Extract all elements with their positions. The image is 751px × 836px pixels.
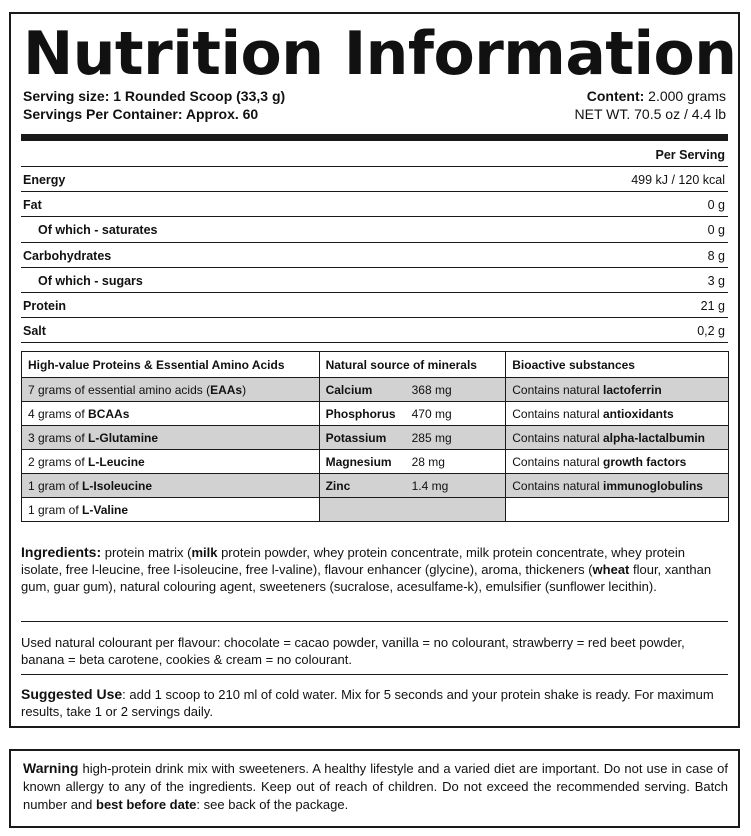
warning-label: Warning <box>23 760 79 776</box>
warning-part: : see back of the package. <box>196 797 349 812</box>
amino-cell <box>22 426 320 450</box>
mineral-name: Phosphorus <box>325 406 396 421</box>
mineral-name: Potassium <box>325 430 387 445</box>
divider <box>21 674 728 675</box>
bioactive-name: antioxidants <box>602 406 674 421</box>
bioactive-text: Contains natural <box>512 478 603 493</box>
mineral-cell <box>319 498 506 522</box>
mineral-cell <box>319 450 506 474</box>
nutrition-row <box>21 192 728 217</box>
serving-size: Serving size: 1 Rounded Scoop (33,3 g) <box>23 88 286 104</box>
nutrition-row <box>21 268 728 293</box>
nutrient-value: 8 g <box>707 248 725 263</box>
best-before-label: best before date <box>96 797 197 812</box>
amino-text: ) <box>242 382 247 397</box>
mineral-value: 470 mg <box>411 406 452 421</box>
warning-panel <box>9 749 740 828</box>
nutrient-label: Carbohydrates <box>23 248 112 263</box>
nutrition-panel <box>9 12 740 728</box>
nutrient-label: Salt <box>23 324 46 339</box>
nutrient-value: 499 kJ / 120 kcal <box>631 173 725 187</box>
bioactive-cell <box>506 402 729 426</box>
nutrition-row <box>21 318 728 343</box>
bioactive-cell <box>506 498 729 522</box>
colourant-text: Used natural colourant per flavour: chocolate = cacao powder, vanilla = no colourant, strawberry = red beet powder, banana = beta carotene, cookies & cream = no colourant. <box>21 635 685 667</box>
servings-per-container: Servings Per Container: Approx. 60 <box>23 106 259 122</box>
amino-text: 7 grams of essential amino acids ( <box>28 382 211 397</box>
amino-name: BCAAs <box>88 406 130 421</box>
bioactive-cell <box>506 450 729 474</box>
header-amino: High-value Proteins & Essential Amino Acids <box>22 352 320 378</box>
suggested-use-body: : add 1 scoop to 210 ml of cold water. Mix for 5 seconds and your protein shake is ready. For maximum results, take 1 or 2 servings daily. <box>21 687 714 719</box>
amino-cell <box>22 378 320 402</box>
amino-text: 3 grams of <box>28 430 89 445</box>
suggested-use-text <box>21 686 728 720</box>
nutrient-value: 0 g <box>707 198 725 213</box>
amino-cell <box>22 474 320 498</box>
bioactive-text: Contains natural <box>512 454 603 469</box>
nutrient-table-row <box>22 426 729 450</box>
header-bioactive: Bioactive substances <box>506 352 729 378</box>
bioactive-cell <box>506 378 729 402</box>
nutrient-label: Fat <box>23 198 42 213</box>
ingredients-part: protein matrix ( <box>101 545 192 560</box>
header-minerals: Natural source of minerals <box>319 352 506 378</box>
mineral-value: 28 mg <box>411 454 445 469</box>
per-serving-header: Per Serving <box>655 148 725 162</box>
nutrition-row <box>21 293 728 318</box>
content-label: Content: <box>586 88 645 104</box>
nutrient-label: Energy <box>23 173 66 187</box>
bioactive-text: Contains natural <box>512 406 603 421</box>
ingredients-part: protein powder, whey protein concentrate, milk protein concentrate, whey protein isolate, free l-leucine, free l-isoleucine, free l-valine), flavour enhancer (glycine), aroma, thickeners ( <box>21 545 685 577</box>
amino-text: 1 gram of <box>28 478 83 493</box>
nutrient-table-row <box>22 474 729 498</box>
amino-cell <box>22 450 320 474</box>
bioactive-name: lactoferrin <box>602 382 662 397</box>
mineral-cell <box>319 378 506 402</box>
nutrition-row <box>21 217 728 242</box>
warning-part: high-protein drink mix with sweeteners. A healthy lifestyle and a varied diet are important. Do not use in case of known allergy to any of the ingredients. Keep out of reach of children. Do not exceed the recommended serving. Batch number and <box>23 761 728 812</box>
nutrient-label: Of which - saturates <box>38 223 158 238</box>
mineral-value: 285 mg <box>411 430 452 445</box>
nutrient-table-row <box>22 498 729 522</box>
bioactive-cell <box>506 474 729 498</box>
allergen-milk: milk <box>191 545 218 560</box>
warning-text <box>23 759 728 814</box>
amino-name: EAAs <box>210 382 243 397</box>
nutrient-value: 21 g <box>700 299 725 313</box>
nutrient-table-row <box>22 450 729 474</box>
nutrient-table-row <box>22 402 729 426</box>
mineral-value: 1.4 mg <box>411 478 449 493</box>
bioactive-name: alpha-lactalbumin <box>602 430 706 445</box>
nutrition-row <box>21 243 728 268</box>
mineral-cell <box>319 474 506 498</box>
mineral-name: Zinc <box>325 478 351 493</box>
mineral-cell <box>319 402 506 426</box>
allergen-wheat: wheat <box>592 562 630 577</box>
mineral-value: 368 mg <box>411 382 452 397</box>
ingredients-part: flour, xanthan gum, guar gum), natural colouring agent, sweeteners (sucralose, acesulfame-k), emulsifier (sunflower lecithin). <box>21 562 712 594</box>
amino-text: 1 gram of <box>28 502 83 517</box>
content-amount <box>587 88 726 104</box>
nutrient-value: 0 g <box>707 223 725 238</box>
bioactive-text: Contains natural <box>512 382 603 397</box>
divider-thick <box>21 134 728 141</box>
bioactive-cell <box>506 426 729 450</box>
nutrient-label: Protein <box>23 299 67 313</box>
suggested-use-label: Suggested Use <box>21 686 123 702</box>
amino-name: L-Glutamine <box>88 430 159 445</box>
amino-text: 4 grams of <box>28 406 89 421</box>
nutrient-table <box>21 351 729 522</box>
content-grams: 2.000 grams <box>648 88 726 104</box>
nutrient-value: 3 g <box>707 273 725 288</box>
mineral-name: Calcium <box>325 382 373 397</box>
net-weight: NET WT. 70.5 oz / 4.4 lb <box>574 106 726 122</box>
per-serving-header-row <box>21 141 728 167</box>
nutrient-value: 0,2 g <box>697 324 725 339</box>
amino-name: L-Isoleucine <box>82 478 153 493</box>
nutrient-label: Of which - sugars <box>38 273 143 288</box>
mineral-cell <box>319 426 506 450</box>
amino-name: L-Valine <box>82 502 129 517</box>
amino-text: 2 grams of <box>28 454 89 469</box>
ingredients-label: Ingredients: <box>21 544 102 560</box>
amino-name: L-Leucine <box>88 454 145 469</box>
amino-cell <box>22 402 320 426</box>
nutrient-table-header <box>22 352 729 378</box>
nutrition-row <box>21 167 728 192</box>
bioactive-name: immunoglobulins <box>602 478 703 493</box>
bioactive-text: Contains natural <box>512 430 603 445</box>
amino-cell <box>22 498 320 522</box>
nutrient-table-row <box>22 378 729 402</box>
page-title: Nutrition Information <box>23 19 737 89</box>
bioactive-name: growth factors <box>602 454 687 469</box>
ingredients-text <box>21 544 728 595</box>
mineral-name: Magnesium <box>325 454 392 469</box>
divider <box>21 621 728 622</box>
